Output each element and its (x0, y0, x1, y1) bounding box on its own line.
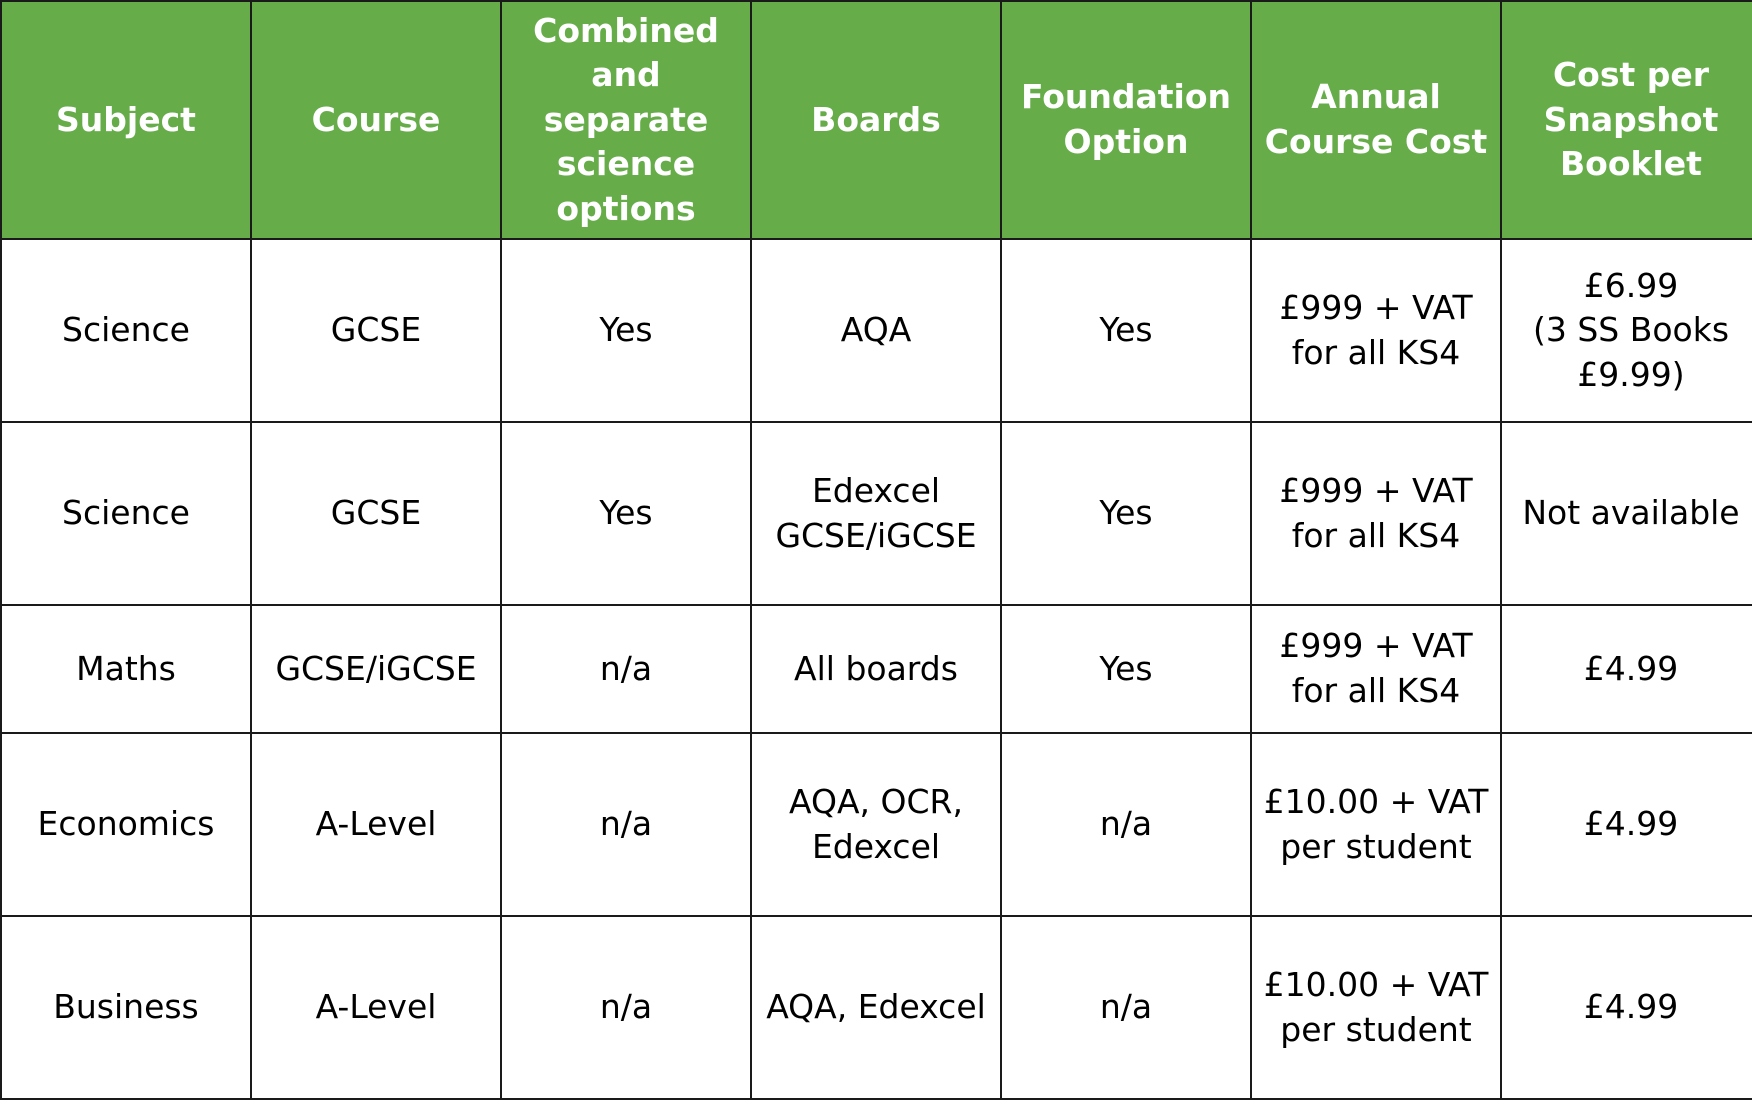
header-combined-science: Combined and separate science options (501, 1, 751, 239)
cell-subject: Science (1, 422, 251, 605)
header-row (1, 1, 1752, 239)
cell-boards: Edexcel GCSE/iGCSE (751, 422, 1001, 605)
cell-subject: Business (1, 916, 251, 1099)
table-row (1, 605, 1752, 733)
cell-course: GCSE (251, 422, 501, 605)
cell-annual-cost: £999 + VAT for all KS4 (1251, 605, 1501, 733)
cell-boards: AQA, OCR, Edexcel (751, 733, 1001, 916)
cell-boards: AQA, Edexcel (751, 916, 1001, 1099)
header-snapshot-cost: Cost per Snapshot Booklet (1501, 1, 1752, 239)
cell-combined: Yes (501, 239, 751, 422)
cell-snapshot-cost: £4.99 (1501, 605, 1752, 733)
cell-subject: Maths (1, 605, 251, 733)
header-course: Course (251, 1, 501, 239)
cell-course: GCSE (251, 239, 501, 422)
cell-foundation: n/a (1001, 916, 1251, 1099)
cell-boards: All boards (751, 605, 1001, 733)
cell-foundation: n/a (1001, 733, 1251, 916)
cell-snapshot-cost: £4.99 (1501, 916, 1752, 1099)
cell-foundation: Yes (1001, 239, 1251, 422)
table-row (1, 916, 1752, 1099)
cell-combined: n/a (501, 733, 751, 916)
cell-annual-cost: £10.00 + VAT per student (1251, 733, 1501, 916)
cell-snapshot-cost: £6.99 (3 SS Books £9.99) (1501, 239, 1752, 422)
cell-course: A-Level (251, 916, 501, 1099)
header-subject: Subject (1, 1, 251, 239)
cell-boards: AQA (751, 239, 1001, 422)
table-row (1, 239, 1752, 422)
cell-subject: Science (1, 239, 251, 422)
cell-foundation: Yes (1001, 422, 1251, 605)
cell-annual-cost: £999 + VAT for all KS4 (1251, 422, 1501, 605)
cell-course: A-Level (251, 733, 501, 916)
header-boards: Boards (751, 1, 1001, 239)
cell-combined: n/a (501, 916, 751, 1099)
cell-foundation: Yes (1001, 605, 1251, 733)
header-annual-cost: Annual Course Cost (1251, 1, 1501, 239)
cell-course: GCSE/iGCSE (251, 605, 501, 733)
table-row (1, 422, 1752, 605)
header-foundation: Foundation Option (1001, 1, 1251, 239)
cell-combined: Yes (501, 422, 751, 605)
cell-combined: n/a (501, 605, 751, 733)
cell-snapshot-cost: Not available (1501, 422, 1752, 605)
cell-subject: Economics (1, 733, 251, 916)
cell-snapshot-cost: £4.99 (1501, 733, 1752, 916)
table-row (1, 733, 1752, 916)
cell-annual-cost: £10.00 + VAT per student (1251, 916, 1501, 1099)
cell-annual-cost: £999 + VAT for all KS4 (1251, 239, 1501, 422)
